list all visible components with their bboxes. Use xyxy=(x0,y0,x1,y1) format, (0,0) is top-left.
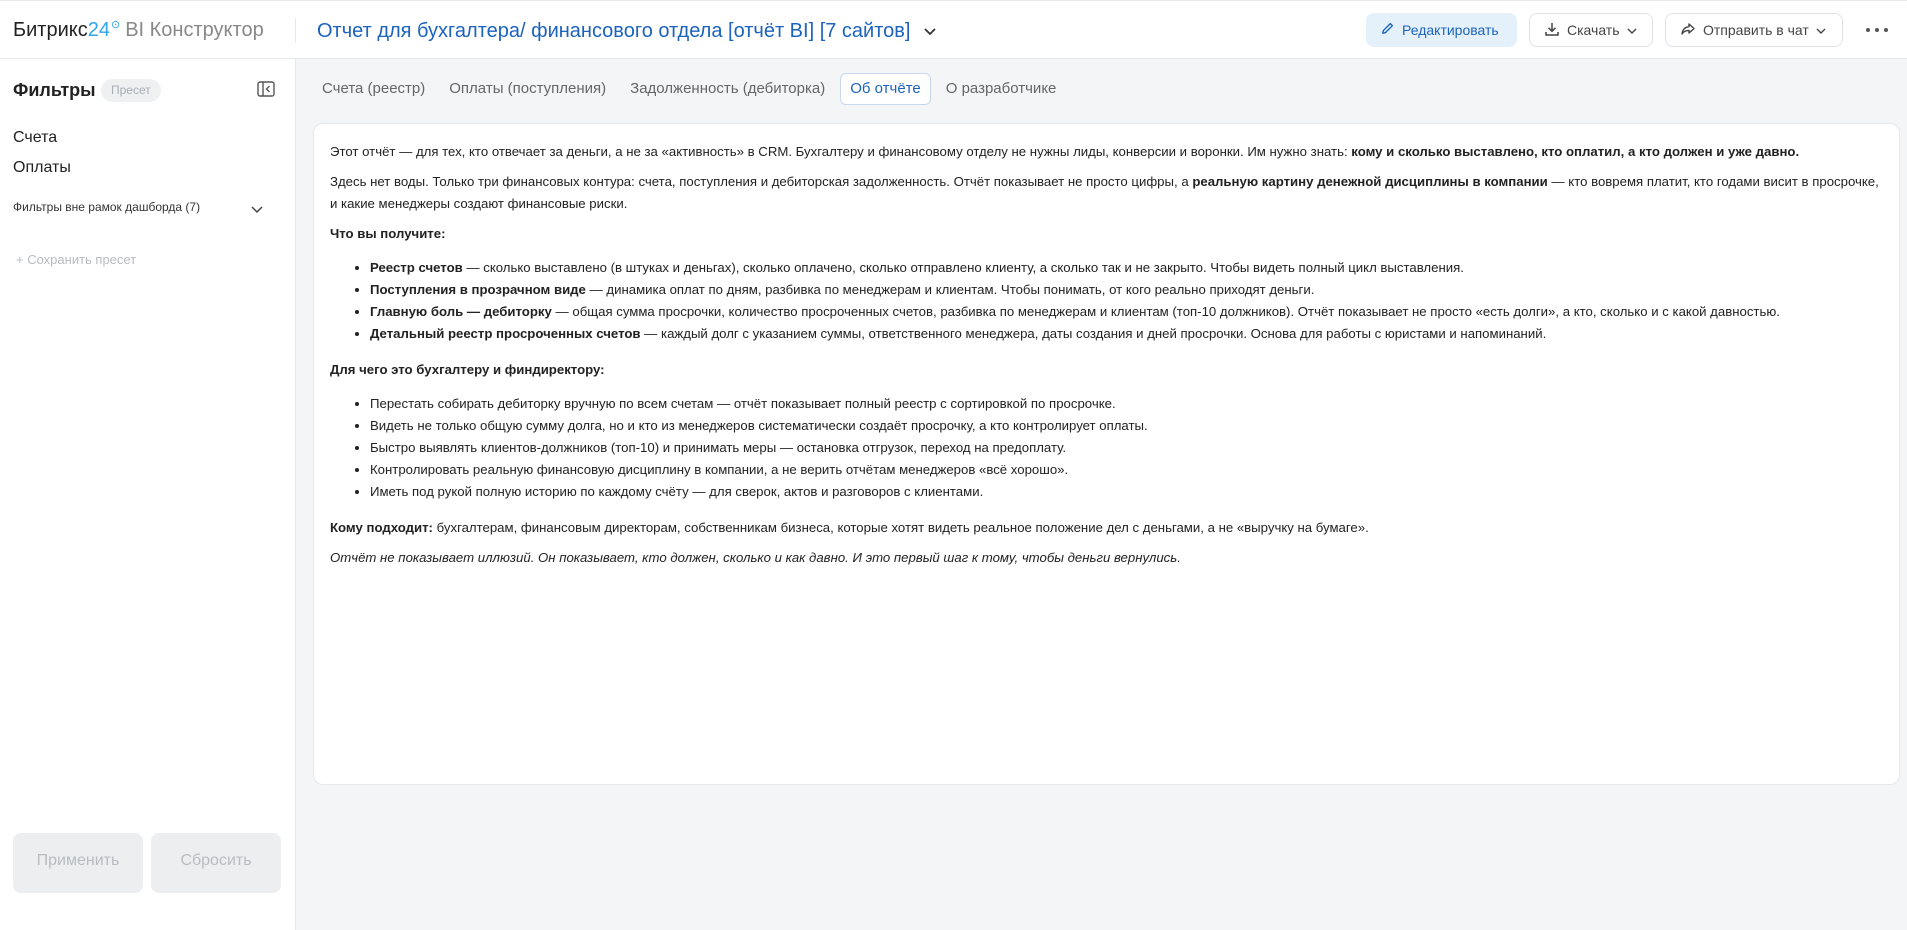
dot xyxy=(1875,28,1879,32)
preset-badge[interactable]: Пресет xyxy=(101,79,161,102)
list-item: • Перестать собирать дебиторку вручную по всем счетам — отчёт показывает полный реестр с сортировкой по просрочке. xyxy=(370,393,1883,415)
edit-button-label: Редактировать xyxy=(1402,22,1499,38)
list-item xyxy=(370,301,1883,323)
brand-logo[interactable] xyxy=(13,19,264,42)
list-item: • Иметь под рукой полную историю по каждому счёту — для сверок, актов и разговоров с клиентами. xyxy=(370,481,1883,503)
filters-sidebar xyxy=(0,59,296,930)
more-menu-icon[interactable] xyxy=(1866,22,1888,38)
closing-statement: Отчёт не показывает иллюзий. Он показывает, кто должен, сколько и как давно. И это первый шаг к тому, чтобы деньги вернулись. xyxy=(330,550,1181,565)
edit-button[interactable] xyxy=(1366,13,1517,47)
clock-icon: ⊙ xyxy=(110,19,121,31)
report-description-panel xyxy=(313,123,1900,785)
dot xyxy=(1884,28,1888,32)
list-item-bold: Поступления в прозрачном виде xyxy=(370,282,586,297)
list-item xyxy=(370,279,1883,301)
brand-name: Битрикс xyxy=(13,19,88,41)
audience-paragraph xyxy=(330,517,1883,539)
list-item xyxy=(370,323,1883,345)
tab-payments[interactable]: Оплаты (поступления) xyxy=(449,80,607,97)
tab-about-report[interactable]: Об отчёте xyxy=(840,73,931,105)
brand-number: 24 xyxy=(87,19,110,41)
pencil-icon xyxy=(1380,21,1395,39)
intro-paragraph xyxy=(330,141,1883,163)
chevron-down-icon[interactable] xyxy=(251,201,263,213)
report-tabs xyxy=(313,73,1071,105)
benefits-heading: Что вы получите: xyxy=(330,226,446,241)
filters-title: Фильтры xyxy=(13,80,96,100)
download-button[interactable] xyxy=(1529,13,1653,47)
scope-bold: реальную картину денежной дисциплины в компании xyxy=(1192,174,1548,189)
list-item-text: — общая сумма просрочки, количество просроченных счетов, разбивка по менеджерам и клиентам (топ-10 должников). Отчёт показывает не просто «есть долги», а кто, сколько и с какой давностью. xyxy=(551,304,1780,319)
list-item-bold: Детальный реестр просроченных счетов xyxy=(370,326,641,341)
collapse-sidebar-icon[interactable] xyxy=(257,81,275,97)
scope-text-1: Здесь нет воды. Только три финансовых контура: счета, поступления и дебиторская задолженность. Отчёт показывает не просто цифры, а xyxy=(330,174,1193,189)
list-item: • Контролировать реальную финансовую дисциплину в компании, а не верить отчётам менеджеров «всё хорошо». xyxy=(370,459,1883,481)
intro-text: Этот отчёт — для тех, кто отвечает за деньги, а не за «активность» в CRM. Бухгалтеру и финансовому отделу не нужны лиды, конверсии и воронки. Им нужно знать: xyxy=(330,144,1352,159)
download-icon xyxy=(1544,21,1560,40)
purpose-list xyxy=(370,393,1883,503)
share-icon xyxy=(1680,21,1696,40)
extra-filters-toggle[interactable]: Фильтры вне рамок дашборда (7) xyxy=(13,200,201,214)
brand-product: BI Конструктор xyxy=(125,19,264,41)
header-divider xyxy=(295,18,296,43)
send-to-chat-label: Отправить в чат xyxy=(1703,22,1809,38)
list-item-bold: Главную боль — дебиторку xyxy=(370,304,552,319)
apply-button[interactable]: Применить xyxy=(13,833,143,893)
tab-invoices-registry[interactable]: Счета (реестр) xyxy=(322,80,426,97)
dot xyxy=(1866,28,1870,32)
sidebar-item-payments[interactable]: Оплаты xyxy=(13,159,71,176)
audience-text: бухгалтерам, финансовым директорам, собственникам бизнеса, которые хотят видеть реальное положение дел с деньгами, а не «выручку на бумаге». xyxy=(432,520,1369,535)
chevron-down-icon xyxy=(1816,22,1826,38)
tab-about-developer[interactable]: О разработчике xyxy=(945,80,1057,97)
download-button-label: Скачать xyxy=(1567,22,1620,38)
list-item xyxy=(370,257,1883,279)
scope-text-2: — кто вовремя платит, кто годами висит в просрочке, и какие менеджеры создают финансовые риски. xyxy=(330,174,1879,211)
reset-button[interactable]: Сбросить xyxy=(151,833,281,893)
send-to-chat-button[interactable] xyxy=(1665,13,1843,47)
benefits-list xyxy=(370,257,1883,345)
list-item: • Видеть не только общую сумму долга, но и кто из менеджеров систематически создаёт просрочку, а кто контролирует оплаты. xyxy=(370,415,1883,437)
top-header xyxy=(0,0,1907,59)
purpose-heading: Для чего это бухгалтеру и финдиректору: xyxy=(330,362,605,377)
audience-bold: Кому подходит: xyxy=(330,520,433,535)
save-preset-button[interactable]: + Сохранить пресет xyxy=(16,252,137,267)
list-item-text: — динамика оплат по дням, разбивка по менеджерам и клиентам. Чтобы понимать, от кого реально приходят деньги. xyxy=(585,282,1315,297)
list-item-text: — сколько выставлено (в штуках и деньгах), сколько оплачено, сколько отправлено клиенту, а сколько так и не закрыто. Чтобы видеть полный цикл выставления. xyxy=(462,260,1464,275)
scope-paragraph xyxy=(330,171,1883,215)
tab-receivables[interactable]: Задолженность (дебиторка) xyxy=(630,80,826,97)
chevron-down-icon xyxy=(1627,22,1637,38)
report-title-text: Отчет для бухгалтера/ финансового отдела [отчёт BI] [7 сайтов] xyxy=(317,20,911,42)
list-item: • Быстро выявлять клиентов-должников (топ-10) и принимать меры — остановка отгрузок, переход на предоплату. xyxy=(370,437,1883,459)
list-item-text: — каждый долг с указанием суммы, ответственного менеджера, даты создания и дней просрочки. Основа для работы с юристами и напоминаний. xyxy=(640,326,1547,341)
list-item-bold: Реестр счетов xyxy=(370,260,463,275)
chevron-down-icon[interactable] xyxy=(922,24,938,40)
sidebar-item-invoices[interactable]: Счета xyxy=(13,129,58,146)
report-title[interactable] xyxy=(317,20,938,43)
intro-bold: кому и сколько выставлено, кто оплатил, а кто должен и уже давно. xyxy=(1351,144,1800,159)
